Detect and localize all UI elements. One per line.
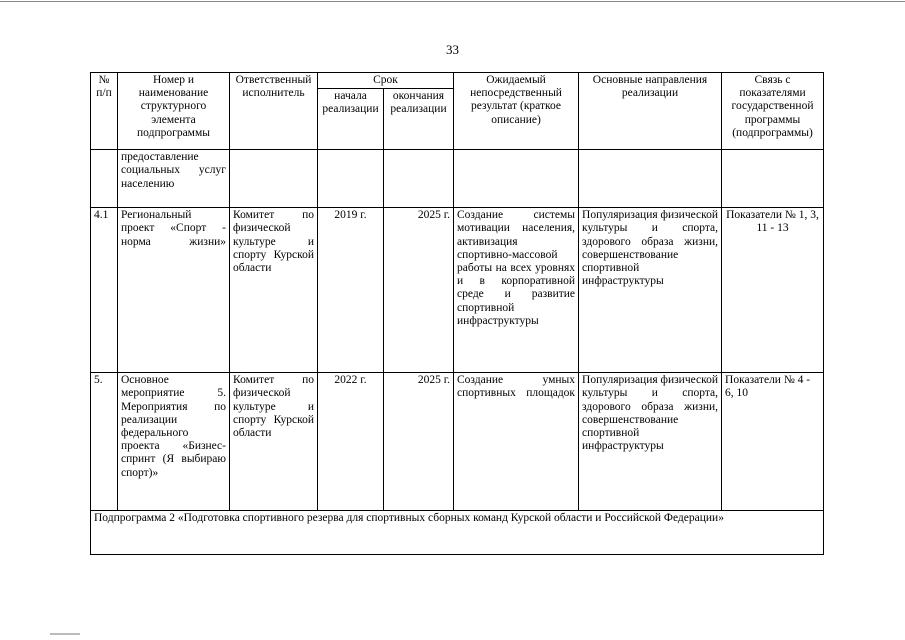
- table-row: [91, 208, 824, 373]
- cell-name: Региональный проект «Спорт - норма жизни»: [118, 208, 230, 373]
- cell-indicator-link: Показатели № 4 - 6, 10: [722, 373, 824, 511]
- cell-empty: [318, 150, 384, 208]
- header-result: Ожидаемый непосредственный результат (краткое описание): [454, 73, 579, 150]
- header-num: № п/п: [91, 73, 118, 150]
- subprogram-title: Подпрограмма 2 «Подготовка спортивного резерва для спортивных сборных команд Курской области и Российской Федерации»: [91, 511, 824, 555]
- table-header-row: [91, 73, 824, 89]
- cell-end: 2025 г.: [384, 373, 454, 511]
- cell-name: предоставление социальных услуг населению: [118, 150, 230, 208]
- cell-start: 2019 г.: [318, 208, 384, 373]
- header-responsible: Ответственный исполнитель: [230, 73, 318, 150]
- cell-num: 4.1: [91, 208, 118, 373]
- cell-empty: [384, 150, 454, 208]
- cell-start: 2022 г.: [318, 373, 384, 511]
- cell-num: 5.: [91, 373, 118, 511]
- header-term: Срок: [318, 73, 454, 89]
- header-start: начала реализации: [318, 89, 384, 150]
- program-table: [90, 72, 824, 555]
- footer-mark: [50, 633, 80, 635]
- header-indicator-link: Связь с показателями государственной программы (подпрограммы): [722, 73, 824, 150]
- cell-empty: [579, 150, 722, 208]
- table-row: [91, 373, 824, 511]
- cell-name: Основное мероприятие 5. Мероприятия по реализации федерального проекта «Бизнес-спринт (Я выбираю спорт)»: [118, 373, 230, 511]
- cell-responsible: Комитет по физической культуре и спорту Курской области: [230, 373, 318, 511]
- cell-directions: Популяризация физической культуры и спорта, здорового образа жизни, совершенствование спортивной инфраструктуры: [579, 208, 722, 373]
- cell-empty: [230, 150, 318, 208]
- table-row-continued: [91, 150, 824, 208]
- cell-result: Создание системы мотивации населения, активизация спортивно-массовой работы на всех уровнях и в корпоративной среде и развитие спортивной инфраструктуры: [454, 208, 579, 373]
- cell-indicator-link: Показатели № 1, 3, 11 - 13: [722, 208, 824, 373]
- cell-responsible: Комитет по физической культуре и спорту Курской области: [230, 208, 318, 373]
- cell-empty: [91, 150, 118, 208]
- header-directions: Основные направления реализации: [579, 73, 722, 150]
- header-end: окончания реализации: [384, 89, 454, 150]
- subprogram-row: [91, 511, 824, 555]
- cell-empty: [722, 150, 824, 208]
- top-border-line: [0, 1, 905, 2]
- page-number: 33: [446, 42, 459, 57]
- cell-end: 2025 г.: [384, 208, 454, 373]
- header-name: Номер и наименование структурного элемента подпрограммы: [118, 73, 230, 150]
- cell-result: Создание умных спортивных площадок: [454, 373, 579, 511]
- cell-directions: Популяризация физической культуры и спорта, здорового образа жизни, совершенствование спортивной инфраструктуры: [579, 373, 722, 511]
- cell-empty: [454, 150, 579, 208]
